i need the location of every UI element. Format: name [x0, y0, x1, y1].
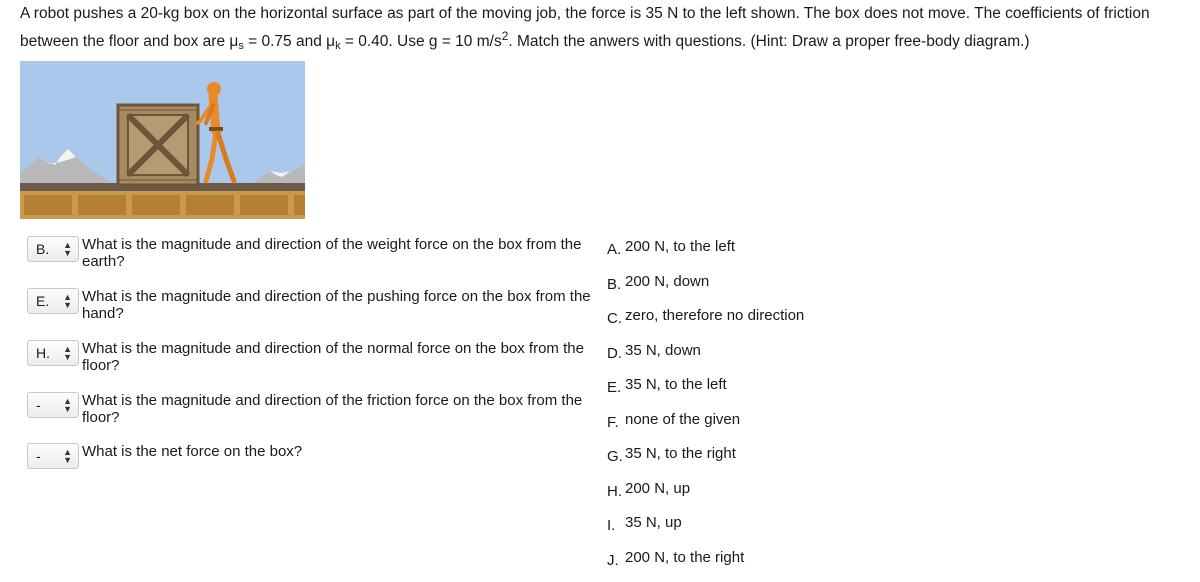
question-prompt: A robot pushes a 20-kg box on the horizontal surface as part of the moving job, the force is 35 N to the left shown. The box does not move. The coefficients of friction between the floor and box are $\mu_s = 0.75$ and $\mu_k = 0.40$. Use g = 10 $m/s^2$. Match the anwers with questions. (Hint: Draw a proper free-body diagram.) [20, 5, 1150, 52]
answer-dropdown[interactable] [27, 340, 79, 366]
answer-text: 200 N, up [625, 480, 691, 497]
answer-text: 200 N, down [625, 273, 710, 290]
question-row [27, 236, 597, 276]
answer-letter: E. [607, 379, 622, 396]
question-row [27, 392, 597, 432]
question-text: What is the magnitude and direction of the weight force on the box from the earth? [82, 236, 582, 270]
answer-choice [607, 273, 709, 291]
answer-letter: D. [607, 345, 622, 362]
question-row [27, 443, 597, 483]
dropdown-selected-value: E. [36, 293, 50, 309]
question-text: What is the magnitude and direction of the friction force on the box from the floor? [82, 392, 583, 426]
answer-choice [607, 376, 727, 394]
answer-choice [607, 445, 736, 463]
answer-text: 35 N, to the right [625, 445, 736, 462]
answer-choice [607, 480, 690, 498]
answer-text: 35 N, up [625, 514, 682, 531]
dropdown-selected-value: H. [36, 345, 50, 361]
answer-letter: B. [607, 276, 622, 293]
answer-letter: C. [607, 310, 622, 327]
answer-choice [607, 238, 735, 256]
question-text: What is the net force on the box? [82, 443, 303, 460]
dropdown-arrows-icon: ▲ ▼ [63, 292, 72, 310]
question-row [27, 340, 597, 380]
answer-text: 35 N, down [625, 342, 701, 359]
answer-text: none of the given [625, 411, 741, 428]
answer-letter: H. [607, 483, 622, 500]
question-text: What is the magnitude and direction of the normal force on the box from the floor? [82, 340, 584, 374]
answer-letter: G. [607, 448, 623, 465]
answer-letter: I. [607, 517, 616, 534]
robot-pushing-box-image [20, 61, 305, 219]
answer-letter: A. [607, 241, 622, 258]
answer-dropdown[interactable] [27, 392, 79, 418]
answer-dropdown[interactable] [27, 236, 79, 262]
answer-choice [607, 307, 804, 325]
dropdown-arrows-icon: ▲ ▼ [63, 396, 72, 414]
answer-text: zero, therefore no direction [625, 307, 805, 324]
dropdown-arrows-icon: ▲ ▼ [63, 344, 72, 362]
answer-choice [607, 342, 701, 360]
question-row [27, 288, 597, 328]
answer-choice [607, 514, 682, 532]
answer-letter: J. [607, 552, 619, 569]
answer-text: 35 N, to the left [625, 376, 727, 393]
answer-text: 200 N, to the left [625, 238, 736, 255]
dropdown-selected-value: - [36, 397, 41, 413]
dropdown-arrows-icon: ▲ ▼ [63, 240, 72, 258]
answer-letter: F. [607, 414, 619, 431]
answer-dropdown[interactable] [27, 288, 79, 314]
dropdown-arrows-icon: ▲ ▼ [63, 447, 72, 465]
question-text: What is the magnitude and direction of the pushing force on the box from the hand? [82, 288, 591, 322]
dropdown-selected-value: B. [36, 241, 50, 257]
answer-dropdown[interactable] [27, 443, 79, 469]
answer-choice [607, 549, 744, 567]
dropdown-selected-value: - [36, 448, 41, 464]
answer-text: 200 N, to the right [625, 549, 745, 566]
answer-choice [607, 411, 740, 429]
